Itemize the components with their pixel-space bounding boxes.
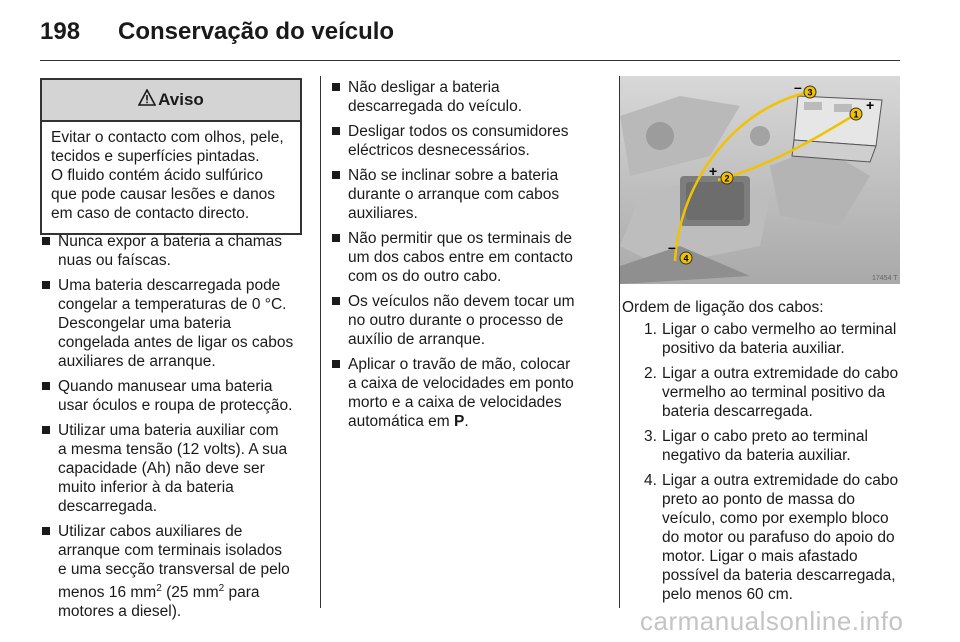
- list-item: Não desligar a bateria descarregada do veículo.: [330, 78, 600, 116]
- marker-2-icon: [721, 172, 733, 184]
- list-item: Não se inclinar sobre a bateria durante o arranque com cabos auxiliares.: [330, 166, 600, 223]
- list-item: Aplicar o travão de mão, colocar a caixa de velocidades em ponto morto e a caixa de velocidades automática em P.: [330, 355, 600, 431]
- warning-line: que pode causar lesões e danos: [51, 186, 276, 203]
- svg-text:2: 2: [724, 173, 730, 184]
- minus-sign: –: [794, 79, 802, 95]
- marker-3-icon: [804, 86, 816, 98]
- warning-text: [42, 122, 300, 233]
- order-steps: [622, 320, 904, 610]
- chapter-title: Conservação do veículo: [118, 18, 395, 45]
- plus-sign: +: [866, 97, 875, 113]
- list-item: Não permitir que os terminais de um dos cabos entre em contacto com os do outro cabo.: [330, 229, 600, 286]
- page-header: [40, 14, 920, 54]
- minus-sign: –: [668, 239, 676, 255]
- list-item: 2. Ligar a outra extremidade do cabo vermelho ao terminal positivo da bateria descarregada.: [644, 365, 899, 420]
- svg-text:3: 3: [807, 87, 813, 98]
- marker-1-icon: [850, 108, 862, 120]
- page-number: 198: [40, 18, 81, 45]
- list-item: Utilizar cabos auxiliares de arranque com terminais isolados e uma secção transversal de pelo menos 16 $mm^2$ (25 $mm^2$ para motores a diesel).: [40, 522, 310, 621]
- warning-title: Aviso: [158, 90, 204, 109]
- warning-line: em caso de contacto directo.: [51, 205, 250, 222]
- warning-line: Evitar o contacto com olhos, pele,: [51, 129, 284, 146]
- svg-text:4: 4: [683, 253, 689, 264]
- jump-start-figure: [620, 76, 900, 284]
- order-title: Ordem de ligação dos cabos:: [622, 299, 824, 316]
- warning-line: tecidos e superfícies pintadas.: [51, 148, 260, 165]
- svg-text:1: 1: [853, 109, 859, 120]
- list-item: Quando manusear uma bateria usar óculos e roupa de protecção.: [40, 377, 310, 415]
- list-item: Os veículos não devem tocar um no outro durante o processo de auxílio de arranque.: [330, 292, 600, 349]
- marker-4-icon: [680, 252, 692, 264]
- list-item: 4. Ligar a outra extremidade do cabo preto ao ponto de massa do veículo, como por exemplo bloco do motor ou parafuso do apoio do motor. Ligar o mais afastado possível da bateria descarregada, pelo menos 60 cm.: [644, 472, 899, 603]
- watermark: carmanualsonline.info: [640, 606, 904, 636]
- figure-id: 17454 T: [872, 275, 898, 282]
- header-rule: [40, 60, 900, 61]
- warning-triangle-icon: [138, 89, 156, 111]
- list-item: Uma bateria descarregada pode congelar a temperaturas de 0 °C. Descongelar uma bateria congelada antes de ligar os cabos auxiliares de arranque.: [40, 276, 310, 371]
- engine-bay-illustration: [620, 76, 900, 284]
- list-item: Utilizar uma bateria auxiliar com a mesma tensão (12 volts). A sua capacidade (Ah) não deve ser muito inferior à da bateria descarregada.: [40, 421, 310, 516]
- warning-header: [42, 80, 300, 122]
- left-bullet-list: [40, 232, 310, 627]
- plus-sign: +: [709, 163, 718, 179]
- list-item: Desligar todos os consumidores eléctricos desnecessários.: [330, 122, 600, 160]
- warning-box: [40, 78, 302, 235]
- middle-bullet-list: [330, 78, 600, 437]
- column-divider-1: [320, 76, 321, 608]
- list-item: 3. Ligar o cabo preto ao terminal negativo da bateria auxiliar.: [644, 428, 868, 464]
- warning-line: O fluido contém ácido sulfúrico: [51, 167, 263, 184]
- list-item: 1. Ligar o cabo vermelho ao terminal positivo da bateria auxiliar.: [644, 321, 897, 357]
- list-item: Nunca expor a bateria a chamas nuas ou faíscas.: [40, 232, 310, 270]
